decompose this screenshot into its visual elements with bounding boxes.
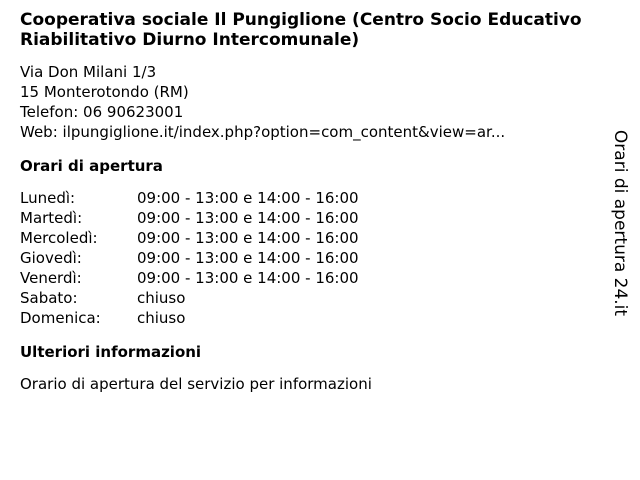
hours-row-saturday: [20, 288, 600, 308]
hours-row-tuesday: [20, 208, 600, 228]
hours-row-thursday: [20, 248, 600, 268]
opening-hours-table: [20, 188, 600, 328]
phone-label: Telefon:: [20, 103, 79, 121]
web-line: [20, 122, 600, 142]
web-label: Web:: [20, 123, 58, 141]
hours-row-sunday: [20, 308, 600, 328]
site-watermark: [608, 129, 632, 317]
phone-number[interactable]: 06 90623001: [83, 103, 184, 121]
hours-row-friday: [20, 268, 600, 288]
day-label: Sabato:: [20, 289, 78, 307]
opening-hours-heading: Orari di apertura: [20, 157, 163, 175]
day-hours: chiuso: [137, 289, 186, 307]
day-hours: 09:00 - 13:00 e 14:00 - 16:00: [137, 269, 359, 287]
day-label: Giovedì:: [20, 249, 82, 267]
website-link[interactable]: ilpungiglione.it/index.php?option=com_content&view=ar...: [62, 123, 506, 141]
day-hours: chiuso: [137, 309, 186, 327]
day-hours: 09:00 - 13:00 e 14:00 - 16:00: [137, 209, 359, 227]
day-hours: 09:00 - 13:00 e 14:00 - 16:00: [137, 249, 359, 267]
additional-info-heading: Ulteriori informazioni: [20, 343, 202, 361]
day-hours: 09:00 - 13:00 e 14:00 - 16:00: [137, 189, 359, 207]
hours-row-wednesday: [20, 228, 600, 248]
day-hours: 09:00 - 13:00 e 14:00 - 16:00: [137, 229, 359, 247]
day-label: Mercoledì:: [20, 229, 98, 247]
city-address: 15 Monterotondo (RM): [20, 83, 189, 101]
business-card: [20, 10, 600, 394]
day-label: Venerdì:: [20, 269, 82, 287]
hours-row-monday: [20, 188, 600, 208]
street-address: Via Don Milani 1/3: [20, 63, 157, 81]
phone-line: [20, 102, 600, 122]
day-label: Martedì:: [20, 209, 83, 227]
day-label: Domenica:: [20, 309, 101, 327]
day-label: Lunedì:: [20, 189, 76, 207]
address-block: [20, 62, 600, 142]
business-name: Cooperativa sociale Il Pungiglione (Centro Socio Educativo Riabilitativo Diurno Intercomunale): [20, 10, 582, 50]
additional-info-text: Orario di apertura del servizio per informazioni: [20, 375, 372, 393]
watermark-text: Orari di apertura 24.it: [610, 129, 630, 317]
